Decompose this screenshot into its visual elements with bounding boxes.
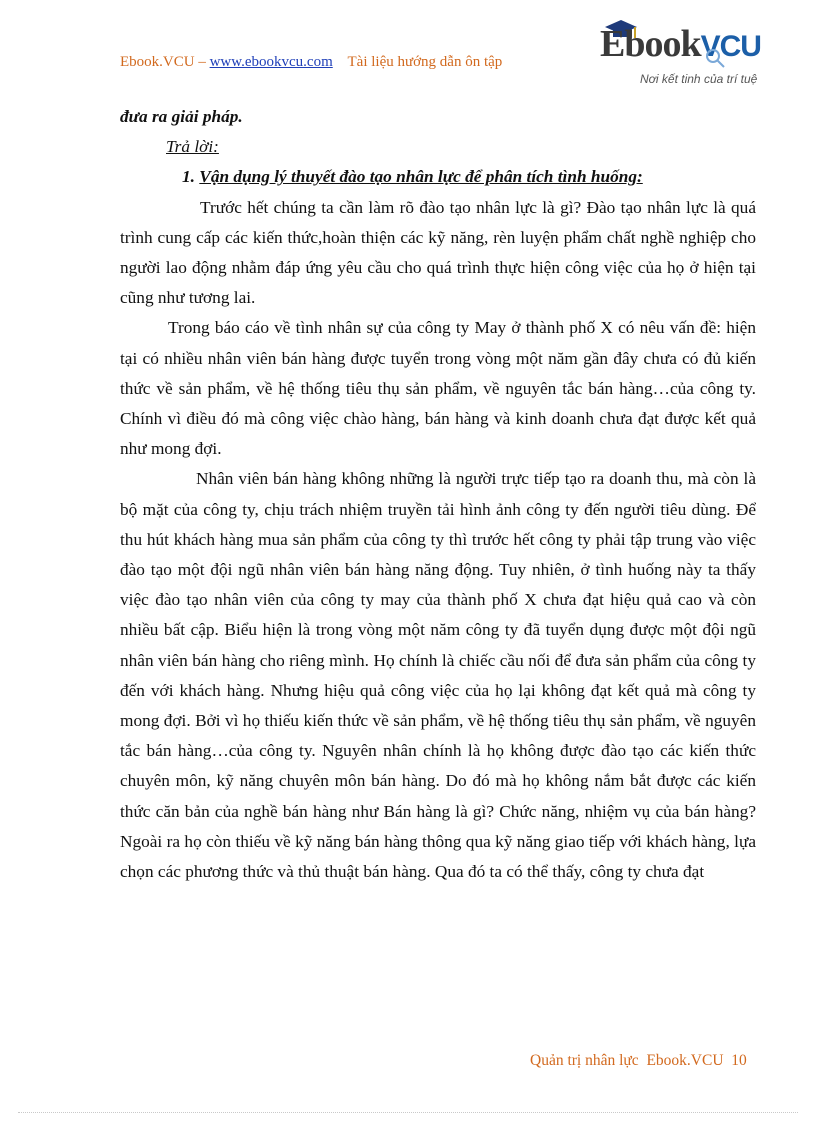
magnifier-icon <box>703 46 727 70</box>
answer-label: Trả lời: <box>166 137 219 157</box>
section-title: Vận dụng lý thuyết đào tạo nhân lực để phân tích tình huống: <box>199 167 643 187</box>
page-header <box>120 54 502 71</box>
document-body <box>120 102 756 887</box>
ebook-vcu-logo <box>600 18 775 98</box>
page-bottom-divider <box>18 1112 798 1113</box>
header-link[interactable]: www.ebookvcu.com <box>209 54 333 70</box>
section-number: 1. <box>182 167 195 187</box>
page-number: 10 <box>731 1052 747 1069</box>
lead-line: đưa ra giải pháp. <box>120 107 243 126</box>
footer-brand: Ebook.VCU <box>646 1052 724 1069</box>
header-dash: – <box>198 54 206 70</box>
logo-subtitle: Nơi kết tinh của trí tuệ <box>640 72 758 86</box>
header-tagline: Tài liệu hướng dẫn ôn tập <box>347 54 503 70</box>
footer-text: Quản trị nhân lực <box>530 1052 639 1069</box>
section-heading <box>120 162 756 192</box>
header-brand: Ebook.VCU <box>120 54 195 70</box>
paragraph: Trong báo cáo về tình nhân sự của công ty May ở thành phố X có nêu vấn đề: hiện tại có nhiều nhân viên bán hàng được tuyển trong vòng một năm gần đây chưa có đủ kiến thức về sản phẩm, về hệ thống tiêu thụ sản phẩm, về nguyên tắc bán hàng…của công ty. Chính vì điều đó mà công việc chào hàng, bán hàng và kinh doanh chưa đạt được kết quả như mong đợi. <box>120 318 756 459</box>
logo-title-right: VCU <box>700 30 761 63</box>
paragraph: Trước hết chúng ta cần làm rõ đào tạo nhân lực là gì? Đào tạo nhân lực là quá trình cung cấp các kiến thức,hoàn thiện các kỹ năng, rèn luyện phẩm chất nghề nghiệp cho người lao động nhằm đáp ứng yêu cầu cho quá trình thực hiện công việc của họ ở hiện tại cũng như tương lai. <box>120 197 756 308</box>
paragraph: Nhân viên bán hàng không những là người trực tiếp tạo ra doanh thu, mà còn là bộ mặt của công ty, chịu trách nhiệm truyền tải hình ảnh công ty đến người tiêu dùng. Để thu hút khách hàng mua sản phẩm của công ty thì trước hết công ty phải tập trung vào việc đào tạo một đội ngũ nhân viên bán hàng năng động. Tuy nhiên, ở tình huống này ta thấy việc đào tạo nhân viên của công ty may của thành phố X chưa đạt hiệu quả cao và còn nhiều bất cập. Biểu hiện là trong vòng một năm công ty đã tuyển dụng được một đội ngũ nhân viên bán hàng cho riêng mình. Họ chính là chiếc cầu nối để đưa sản phẩm của công ty đến với khách hàng. Nhưng hiệu quả công việc của họ lại không đạt kết quả mà công ty mong đợi. Bởi vì họ thiếu kiến thức về sản phẩm, về hệ thống tiêu thụ sản phẩm, về nguyên tắc bán hàng…của công ty. Nguyên nhân chính là họ không được đào tạo các kiến thức chuyên môn, kỹ năng chuyên môn bán hàng. Do đó mà họ không nắm bắt được các kiến thức căn bản của nghề bán hàng như Bán hàng là gì? Chức năng, nhiệm vụ của bán hàng? Ngoài ra họ còn thiếu về kỹ năng bán hàng thông qua kỹ năng giao tiếp với khách hàng, lựa chọn các phương thức và thủ thuật bán hàng. Qua đó ta có thể thấy, công ty chưa đạt <box>120 469 756 882</box>
logo-title <box>600 22 761 66</box>
logo-title-left: Ebook <box>600 23 701 65</box>
page-footer <box>530 1052 747 1070</box>
